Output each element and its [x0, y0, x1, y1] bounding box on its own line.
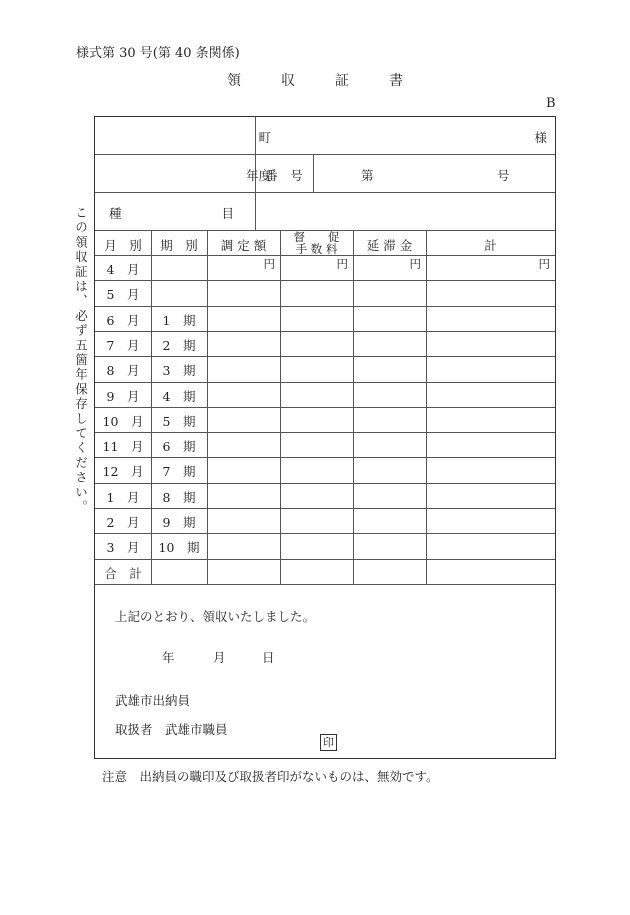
rule: [95, 154, 555, 155]
column-header-demand: 督 促: [293, 230, 340, 244]
total-row-label: 合 計: [104, 565, 142, 581]
month-cell: 5 月: [106, 287, 140, 303]
column-header-month: 月 別: [104, 238, 142, 253]
number-suffix: 号: [497, 168, 510, 183]
period-cell: 3 期: [162, 363, 196, 379]
seal-mark: 印: [320, 734, 337, 751]
period-cell: 9 期: [162, 515, 196, 530]
month-cell: 7 月: [106, 337, 140, 353]
row-rule: [95, 432, 555, 433]
month-cell: 1 月: [106, 489, 140, 505]
month-cell: 6 月: [106, 312, 140, 328]
row-rule: [95, 356, 555, 357]
date-day: 日: [262, 650, 275, 665]
row-rule: [95, 483, 555, 484]
rule: [95, 192, 555, 193]
month-cell: 11 月: [102, 439, 144, 455]
row-rule: [95, 382, 555, 383]
period-cell: 8 期: [162, 489, 196, 505]
period-cell: 4 期: [162, 388, 196, 404]
yen-unit: 円: [263, 257, 275, 271]
period-cell: 7 期: [162, 464, 196, 480]
row-rule: [95, 584, 555, 585]
footnote: 注意 出納員の職印及び取扱者印がないものは、無効です。: [102, 769, 439, 784]
category-label: 種 目: [109, 206, 235, 221]
period-cell: 10 期: [158, 540, 200, 556]
handler-label: 取扱者 武雄市職員: [115, 722, 228, 737]
column-header-total: 計: [484, 238, 497, 253]
town-label: 町: [258, 130, 271, 145]
period-cell: 6 期: [162, 439, 196, 455]
month-cell: 9 月: [106, 388, 140, 404]
month-cell: 2 月: [106, 515, 140, 530]
month-cell: 10 月: [102, 413, 144, 429]
row-rule: [95, 407, 555, 408]
document-title: 領収証書: [227, 73, 443, 89]
form-number: 様式第 30 号(第 40 条関係): [76, 46, 240, 61]
row-rule: [95, 508, 555, 509]
form-variant-mark: B: [546, 96, 556, 111]
fiscal-year-label: 年度: [245, 168, 271, 183]
row-rule: [95, 457, 555, 458]
date-month: 月: [213, 650, 226, 665]
honorific-label: 様: [534, 130, 547, 145]
period-cell: 1 期: [162, 312, 196, 328]
cashier-label: 武雄市出納員: [115, 693, 191, 708]
number-label: 番 号: [265, 168, 303, 183]
period-cell: 2 期: [162, 337, 196, 353]
month-cell: 8 月: [106, 363, 140, 379]
yen-unit: 円: [409, 257, 421, 271]
period-cell: 5 期: [162, 413, 196, 429]
row-rule: [95, 533, 555, 534]
row-rule: [95, 280, 555, 281]
receipt-statement: 上記のとおり、領収いたしました。: [115, 609, 316, 624]
number-prefix: 第: [361, 168, 374, 183]
column-header-assessed: 調 定 額: [220, 238, 267, 253]
month-cell: 12 月: [102, 464, 144, 480]
receipt-form: [94, 116, 556, 759]
column-header-fee: 手 数 料: [295, 242, 338, 256]
row-rule: [95, 331, 555, 332]
column-header-late-charge: 延 滞 金: [366, 238, 413, 253]
row-rule: [95, 306, 555, 307]
row-rule: [95, 559, 555, 560]
rule: [313, 154, 314, 192]
yen-unit: 円: [538, 257, 550, 271]
column-header-period: 期 別: [160, 238, 198, 253]
retention-side-note: この領収証は、必ず五箇年保存してください。: [73, 206, 89, 515]
yen-unit: 円: [336, 257, 348, 271]
month-cell: 3 月: [106, 540, 140, 556]
date-year: 年: [162, 650, 175, 665]
month-cell: 4 月: [106, 262, 140, 277]
